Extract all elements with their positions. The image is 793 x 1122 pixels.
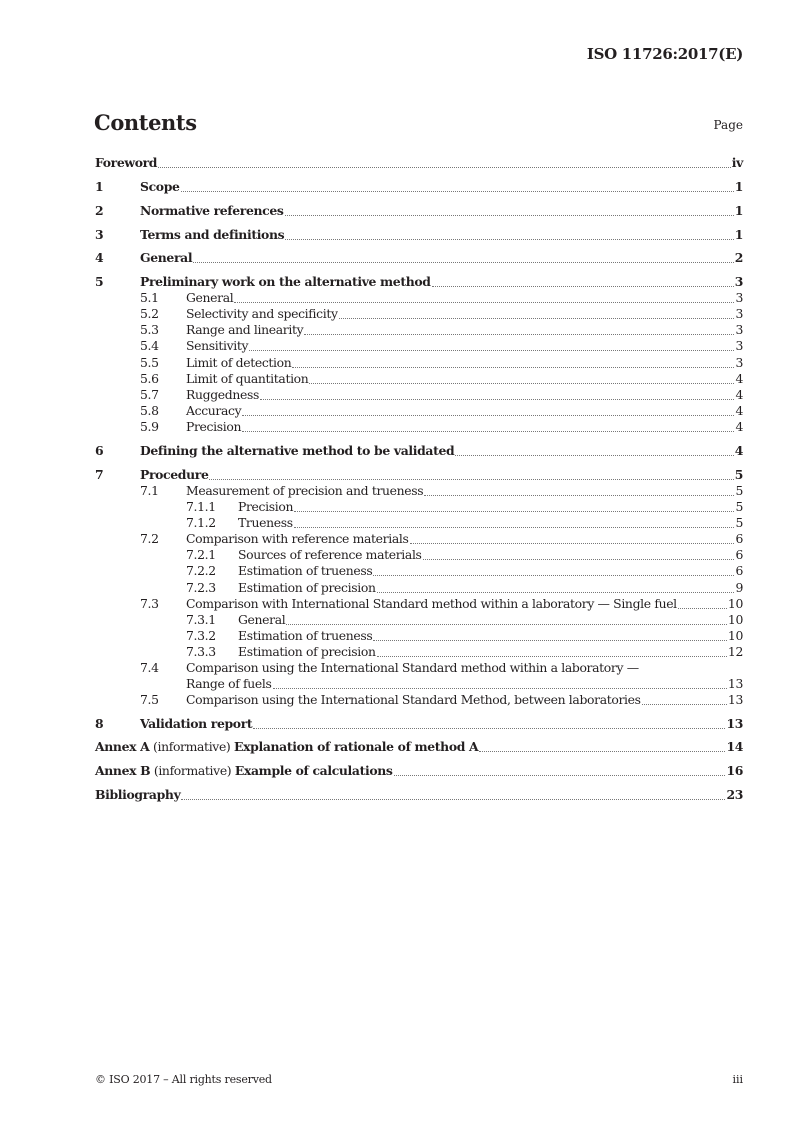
toc-entry-page: 4: [735, 403, 743, 418]
toc-entry-title: Estimation of precision: [238, 580, 376, 595]
toc-entry[interactable]: [95, 644, 743, 660]
toc-entry[interactable]: [95, 515, 743, 531]
toc-entry-title: General: [186, 290, 234, 305]
toc-entry-number: 7.3.2: [186, 628, 216, 643]
toc-entry[interactable]: [95, 547, 743, 563]
toc-entry[interactable]: [95, 467, 743, 483]
toc-entry[interactable]: [95, 403, 743, 419]
toc-entry-title: Comparison using the International Standard method within a laboratory —: [186, 660, 639, 675]
toc-entry-title: Validation report: [140, 716, 253, 731]
toc-entry-page: 13: [726, 716, 743, 731]
dot-leader: [373, 575, 734, 576]
toc-entry[interactable]: [95, 274, 743, 290]
toc-entry[interactable]: [95, 660, 743, 676]
toc-entry[interactable]: [95, 763, 743, 779]
toc-entry-page: 10: [727, 628, 743, 643]
toc-entry-title: Limit of quantitation: [186, 371, 309, 386]
toc-entry[interactable]: [95, 612, 743, 628]
dot-leader: [642, 704, 727, 705]
toc-entry-title: General: [140, 250, 193, 265]
dot-leader: [377, 592, 735, 593]
dot-leader: [424, 495, 734, 496]
toc-entry[interactable]: [95, 676, 743, 692]
toc-entry-number: 7.1.2: [186, 515, 216, 530]
dot-leader: [193, 262, 734, 263]
dot-leader: [209, 479, 733, 480]
toc-entry-number: 5.6: [140, 371, 159, 386]
toc-entry-number: 5.1: [140, 290, 159, 305]
toc-entry-page: 6: [735, 563, 743, 578]
toc-entry-number: 7.2.3: [186, 580, 216, 595]
toc-entry[interactable]: [95, 322, 743, 338]
toc-entry[interactable]: [95, 580, 743, 596]
toc-entry-title: Trueness: [238, 515, 293, 530]
toc-entry[interactable]: [95, 419, 743, 435]
toc-entry[interactable]: [95, 203, 743, 219]
toc-entry-page: 14: [726, 739, 743, 754]
toc-entry[interactable]: [95, 483, 743, 499]
toc-entry-page: 6: [735, 531, 743, 546]
toc-entry-number: 5.2: [140, 306, 159, 321]
toc-entry-page: 3: [735, 322, 743, 337]
toc-entry-title: Annex B (informative) Example of calculations: [95, 763, 393, 778]
page-number: iii: [732, 1073, 743, 1086]
dot-leader: [158, 167, 731, 168]
toc-entry-title: Estimation of precision: [238, 644, 376, 659]
toc-entry-number: 7.5: [140, 692, 159, 707]
dot-leader: [273, 688, 727, 689]
contents-heading: Contents: [94, 110, 197, 135]
toc-entry-page: 5: [735, 483, 743, 498]
toc-entry-page: 5: [735, 499, 743, 514]
toc-entry-number: 3: [95, 227, 104, 242]
toc-entry-number: 5: [95, 274, 104, 289]
toc-entry-title: Bibliography: [95, 787, 181, 802]
dot-leader: [304, 334, 734, 335]
toc-entry-title: Range of fuels: [186, 676, 272, 691]
toc-entry[interactable]: [95, 387, 743, 403]
toc-entry-page: 4: [735, 387, 743, 402]
toc-entry[interactable]: [95, 499, 743, 515]
toc-entry-page: 5: [735, 515, 743, 530]
toc-entry[interactable]: [95, 250, 743, 266]
toc-entry-title: Range and linearity: [186, 322, 304, 337]
toc-entry-number: 7.3: [140, 596, 159, 611]
toc-entry-title: Sources of reference materials: [238, 547, 422, 562]
toc-entry-number: 7.2: [140, 531, 159, 546]
toc-entry-page: 16: [726, 763, 743, 778]
toc-entry-title: Estimation of trueness: [238, 628, 373, 643]
toc-entry-page: 3: [735, 338, 743, 353]
toc-entry-page: 6: [735, 547, 743, 562]
document-id-header: ISO 11726:2017(E): [586, 45, 743, 63]
dot-leader: [234, 302, 734, 303]
toc-entry-number: 6: [95, 443, 104, 458]
toc-entry-page: 1: [734, 203, 743, 218]
toc-entry-page: 3: [735, 355, 743, 370]
toc-entry-page: 2: [734, 250, 743, 265]
toc-entry[interactable]: [95, 227, 743, 243]
toc-entry[interactable]: [95, 596, 743, 612]
toc-entry[interactable]: [95, 179, 743, 195]
annex-type-label: (informative): [149, 739, 235, 754]
dot-leader: [373, 640, 727, 641]
toc-entry-page: 5: [734, 467, 743, 482]
dot-leader: [249, 350, 734, 351]
toc-entry[interactable]: [95, 716, 743, 732]
toc-entry[interactable]: [95, 563, 743, 579]
toc-entry-number: 7.3.1: [186, 612, 216, 627]
toc-entry-page: 13: [727, 692, 743, 707]
toc-entry-page: 12: [727, 644, 743, 659]
toc-entry-number: 5.4: [140, 338, 159, 353]
toc-entry-title: Preliminary work on the alternative method: [140, 274, 431, 289]
dot-leader: [253, 728, 725, 729]
toc-entry-title: Precision: [186, 419, 242, 434]
toc-entry-title: Annex A (informative) Explanation of rationale of method A: [95, 739, 479, 754]
dot-leader: [410, 543, 735, 544]
toc-entry-title: Precision: [238, 499, 294, 514]
toc-entry-page: 3: [735, 290, 743, 305]
toc-entry-page: 4: [735, 371, 743, 386]
dot-leader: [394, 775, 726, 776]
dot-leader: [285, 215, 734, 216]
toc-entry-number: 2: [95, 203, 104, 218]
toc-entry-number: 1: [95, 179, 104, 194]
dot-leader: [377, 656, 727, 657]
dot-leader: [678, 608, 727, 609]
toc-entry-title: Ruggedness: [186, 387, 259, 402]
toc-entry-number: 5.3: [140, 322, 159, 337]
toc-entry-number: 7.3.3: [186, 644, 216, 659]
toc-entry[interactable]: [95, 355, 743, 371]
toc-entry-title: General: [238, 612, 286, 627]
toc-entry-title: Normative references: [140, 203, 284, 218]
toc-entry[interactable]: [95, 787, 743, 803]
toc-entry-page: 1: [734, 179, 743, 194]
toc-entry-number: 7.4: [140, 660, 159, 675]
toc-entry-title: Measurement of precision and trueness: [186, 483, 424, 498]
dot-leader: [286, 624, 727, 625]
toc-entry-title: Estimation of trueness: [238, 563, 373, 578]
toc-entry-page: 4: [735, 419, 743, 434]
dot-leader: [242, 415, 734, 416]
toc-entry-number: 4: [95, 250, 104, 265]
toc-entry-title: Accuracy: [186, 403, 242, 418]
toc-entry-page: 10: [727, 596, 743, 611]
dot-leader: [285, 239, 733, 240]
toc-entry-number: 5.9: [140, 419, 159, 434]
toc-entry-page: 1: [734, 227, 743, 242]
toc-entry[interactable]: [95, 306, 743, 322]
dot-leader: [479, 751, 725, 752]
dot-leader: [309, 383, 734, 384]
dot-leader: [294, 527, 735, 528]
toc-entry-page: iv: [731, 155, 743, 170]
toc-entry-title: Limit of detection: [186, 355, 292, 370]
toc-entry-page: 23: [726, 787, 743, 802]
toc-entry-title: Foreword: [95, 155, 158, 170]
toc-entry-title: Comparison with reference materials: [186, 531, 409, 546]
toc-entry-number: 8: [95, 716, 104, 731]
toc-entry[interactable]: [95, 692, 743, 708]
toc-entry-number: 5.7: [140, 387, 159, 402]
toc-entry-page: 9: [735, 580, 743, 595]
toc-entry-title: Scope: [140, 179, 180, 194]
toc-entry[interactable]: [95, 739, 743, 755]
toc-entry-title: Sensitivity: [186, 338, 249, 353]
dot-leader: [260, 399, 734, 400]
toc-entry-title: Selectivity and specificity: [186, 306, 338, 321]
toc-entry-page: 13: [727, 676, 743, 691]
dot-leader: [339, 318, 735, 319]
dot-leader: [181, 799, 725, 800]
toc-entry-title: Terms and definitions: [140, 227, 285, 242]
dot-leader: [455, 455, 733, 456]
toc-entry-page: 3: [735, 306, 743, 321]
dot-leader: [292, 367, 734, 368]
toc-entry-title: Comparison with International Standard method within a laboratory — Single fuel: [186, 596, 677, 611]
toc-entry-number: 7.2.1: [186, 547, 216, 562]
toc-entry[interactable]: [95, 443, 743, 459]
toc-entry-number: 7: [95, 467, 104, 482]
toc-entry-page: 4: [734, 443, 743, 458]
dot-leader: [432, 286, 734, 287]
toc-entry-number: 7.1.1: [186, 499, 216, 514]
toc-entry-number: 7.2.2: [186, 563, 216, 578]
dot-leader: [242, 431, 734, 432]
toc-entry[interactable]: [95, 531, 743, 547]
toc-entry[interactable]: [95, 338, 743, 354]
toc-entry-page: 10: [727, 612, 743, 627]
toc-entry-title: Comparison using the International Standard Method, between laboratories: [186, 692, 641, 707]
dot-leader: [423, 559, 735, 560]
toc-entry-number: 7.1: [140, 483, 159, 498]
toc-entry[interactable]: [95, 155, 743, 171]
toc-entry[interactable]: [95, 290, 743, 306]
dot-leader: [294, 511, 734, 512]
toc-entry-title: Defining the alternative method to be validated: [140, 443, 455, 458]
toc-entry[interactable]: [95, 628, 743, 644]
toc-entry-number: 5.5: [140, 355, 159, 370]
toc-entry-title: Procedure: [140, 467, 209, 482]
page-column-label: Page: [713, 118, 743, 132]
copyright-footer: © ISO 2017 – All rights reserved: [95, 1073, 272, 1086]
dot-leader: [181, 191, 734, 192]
toc-entry-page: 3: [734, 274, 743, 289]
toc-entry-number: 5.8: [140, 403, 159, 418]
annex-type-label: (informative): [150, 763, 235, 778]
toc-entry[interactable]: [95, 371, 743, 387]
